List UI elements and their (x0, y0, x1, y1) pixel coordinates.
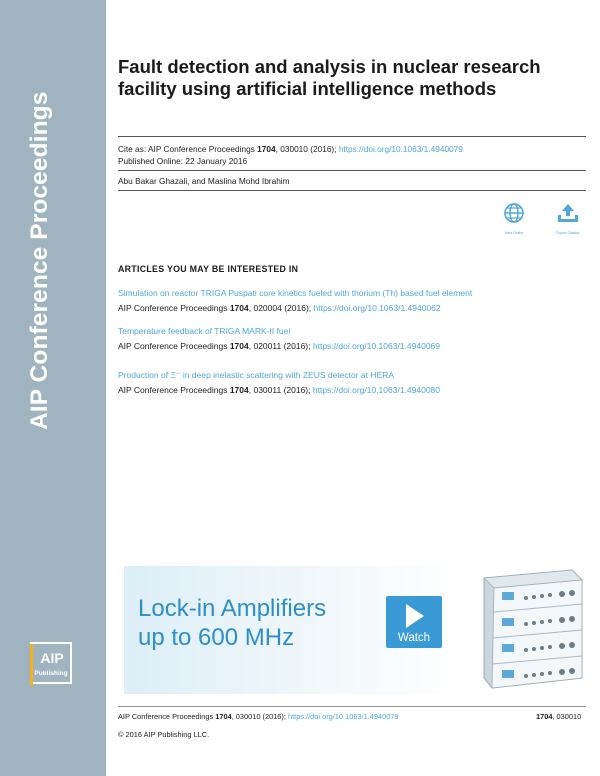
related-article-title[interactable]: Temperature feedback of TRIGA MARK-II fuel (118, 326, 291, 336)
watch-button[interactable] (386, 596, 442, 648)
advertisement-banner[interactable] (124, 566, 586, 694)
lock-in-amplifier-icon (470, 566, 586, 694)
related-article-title[interactable]: Production of Ξ⁻ in deep inelastic scattering with ZEUS detector at HERA (118, 370, 395, 380)
citation-prefix: AIP Conference Proceedings (118, 385, 230, 395)
footer-page-volume: 1704 (536, 712, 553, 721)
citation-volume: 1704 (229, 341, 249, 351)
journal-sidebar (0, 0, 106, 776)
cite-divider (118, 170, 586, 171)
citation-rest: , 020011 (2016); (248, 341, 313, 351)
view-online-button[interactable] (494, 202, 534, 235)
paper-title: Fault detection and analysis in nuclear research facility using artificial intelligence methods (118, 56, 541, 99)
footer-page-id (536, 712, 581, 721)
footer-page-number: , 030010 (552, 712, 582, 721)
related-articles-heading: ARTICLES YOU MAY BE INTERESTED IN (118, 264, 299, 274)
copyright: © 2016 AIP Publishing LLC. (118, 730, 210, 739)
ad-line-2: up to 600 MHz (138, 624, 295, 651)
related-article-citation (118, 301, 472, 316)
footer-citation (118, 712, 399, 721)
citation-rest: , 020004 (2016); (248, 303, 314, 313)
cite-as-line (118, 144, 463, 155)
view-online-caption: View Online (504, 231, 524, 235)
related-doi-link[interactable]: https://doi.org/10.1063/1.4940062 (313, 303, 441, 313)
ad-headline (138, 594, 326, 652)
related-article-citation (118, 383, 440, 398)
doi-link[interactable]: https://doi.org/10.1063/1.4940079 (338, 144, 463, 154)
export-citation-button[interactable] (548, 202, 588, 235)
logo-subtext: Publishing (34, 670, 68, 677)
logo-accent-bar (30, 644, 33, 686)
footer-cite-volume: 1704 (215, 712, 232, 721)
related-article (118, 368, 440, 398)
related-doi-link[interactable]: https://doi.org/10.1063/1.4940069 (312, 341, 441, 351)
upload-tray-icon (556, 202, 580, 224)
cite-rest: , 030010 (2016); (275, 144, 339, 154)
aip-publishing-logo[interactable] (30, 642, 72, 684)
footer-divider (118, 706, 586, 707)
citation-prefix: AIP Conference Proceedings (118, 341, 230, 351)
published-date: Published Online: 22 January 2016 (118, 156, 248, 166)
related-doi-link[interactable]: https://doi.org/10.1063/1.4940080 (312, 385, 441, 395)
play-icon (406, 604, 424, 628)
citation-prefix: AIP Conference Proceedings (118, 303, 230, 313)
authors-divider (118, 190, 586, 191)
watch-label: Watch (397, 632, 431, 644)
export-citation-caption: Export Citation (556, 231, 580, 235)
related-article-citation (118, 339, 440, 354)
footer-cite-prefix: AIP Conference Proceedings (118, 712, 216, 721)
title-divider (118, 136, 586, 137)
citation-volume: 1704 (229, 303, 249, 313)
citation-rest: , 030011 (2016); (248, 385, 313, 395)
footer-doi-link[interactable]: https://doi.org/10.1063/1.4940079 (287, 712, 399, 721)
globe-icon (503, 202, 525, 224)
authors: Abu Bakar Ghazali, and Maslina Mohd Ibrahim (118, 176, 290, 186)
related-article-title[interactable]: Simulation on reactor TRIGA Puspati core kinetics fueled with thorium (Th) based fuel element (118, 288, 473, 298)
logo-text: AIP (40, 650, 64, 666)
ad-line-1: Lock-in Amplifiers (138, 595, 327, 622)
journal-name: AIP Conference Proceedings (26, 91, 53, 430)
citation-volume: 1704 (229, 385, 249, 395)
related-article (118, 286, 472, 316)
cite-volume: 1704 (257, 144, 276, 154)
footer-cite-rest: , 030010 (2016); (231, 712, 288, 721)
cite-prefix: Cite as: AIP Conference Proceedings (118, 144, 258, 154)
related-article (118, 324, 440, 354)
